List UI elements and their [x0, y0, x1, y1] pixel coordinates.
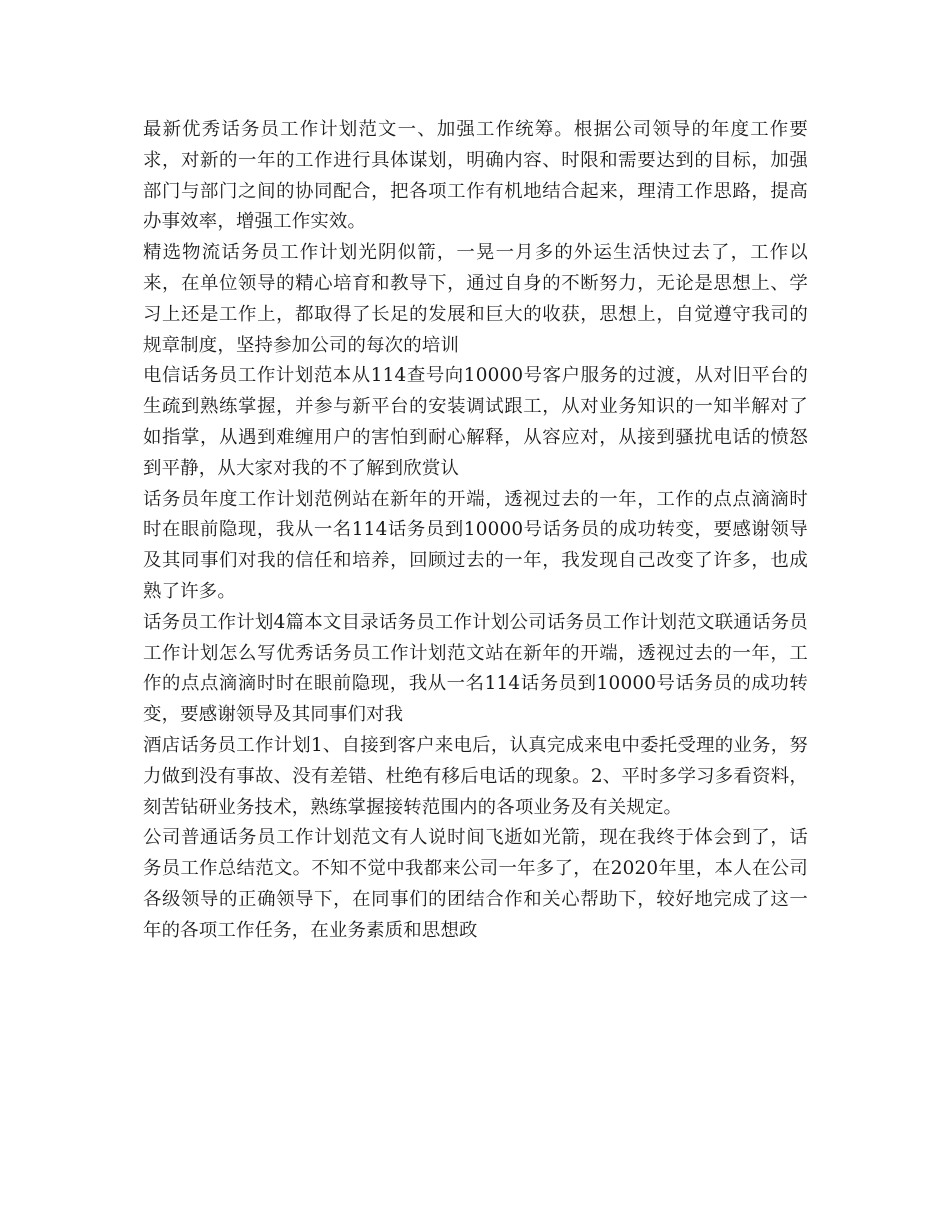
paragraph-1: 最新优秀话务员工作计划范文一、加强工作统筹。根据公司领导的年度工作要求，对新的一年的工作进行具体谋划，明确内容、时限和需要达到的目标，加强部门与部门之间的协同配合，把各项工作有机地结合起来，理清工作思路，提高办事效率，增强工作实效。: [143, 119, 808, 233]
paragraph-7: 公司普通话务员工作计划范文有人说时间飞逝如光箭，现在我终于体会到了，话务员工作总结范文。不知不觉中我都来公司一年多了，在2020年里，本人在公司各级领导的正确领导下，在同事们的团结合作和关心帮助下，较好地完成了这一年的各项工作任务，在业务素质和思想政: [143, 827, 808, 941]
paragraph-2: 精选物流话务员工作计划光阴似箭，一晃一月多的外运生活快过去了，工作以来，在单位领导的精心培育和教导下，通过自身的不断努力，无论是思想上、学习上还是工作上，都取得了长足的发展和巨大的收获，思想上，自觉遵守我司的规章制度，坚持参加公司的每次的培训: [143, 242, 808, 356]
document-body: [143, 115, 808, 947]
paragraph-3: 电信话务员工作计划范本从114查号向10000号客户服务的过渡，从对旧平台的生疏到熟练掌握，并参与新平台的安装调试跟工，从对业务知识的一知半解对了如指掌，从遇到难缠用户的害怕到耐心解释，从容应对，从接到骚扰电话的愤怒到平静，从大家对我的不了解到欣赏认: [143, 365, 808, 479]
paragraph-6: 酒店话务员工作计划1、自接到客户来电后，认真完成来电中委托受理的业务，努力做到没有事故、没有差错、杜绝有移后电话的现象。2、平时多学习多看资料，刻苦钻研业务技术，熟练掌握接转范围内的各项业务及有关规定。: [143, 734, 808, 818]
paragraph-4: 话务员年度工作计划范例站在新年的开端，透视过去的一年，工作的点点滴滴时时在眼前隐现，我从一名114话务员到10000号话务员的成功转变，要感谢领导及其同事们对我的信任和培养，回顾过去的一年，我发现自己改变了许多，也成熟了许多。: [143, 488, 808, 602]
paragraph-5: 话务员工作计划4篇本文目录话务员工作计划公司话务员工作计划范文联通话务员工作计划怎么写优秀话务员工作计划范文站在新年的开端，透视过去的一年，工作的点点滴滴时时在眼前隐现，我从一名114话务员到10000号话务员的成功转变，要感谢领导及其同事们对我: [143, 611, 808, 726]
